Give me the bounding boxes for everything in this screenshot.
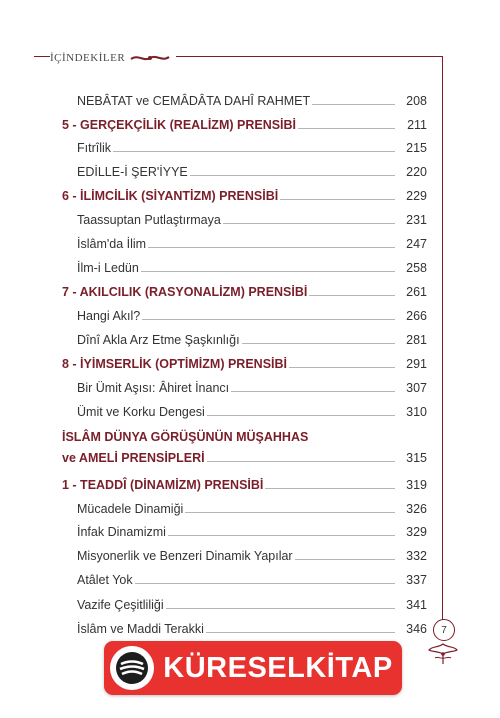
dot-leader (295, 559, 395, 560)
dot-leader (135, 583, 395, 584)
dot-leader (231, 391, 395, 392)
dot-leader (207, 461, 395, 462)
toc-heading-page: 291 (406, 357, 427, 371)
section-page: 315 (406, 451, 427, 465)
toc-entry-title: Atâlet Yok (77, 573, 133, 587)
header-title: İÇİNDEKİLER (50, 52, 126, 64)
header-ornament-icon (130, 53, 170, 63)
dot-leader (312, 104, 395, 105)
page-number-badge (433, 619, 455, 641)
toc-entry-title: EDİLLE-İ ŞER'İYYE (77, 165, 188, 179)
toc-entry[interactable] (62, 594, 427, 612)
toc-entry[interactable] (62, 401, 427, 419)
toc-entry-page: 231 (406, 213, 427, 227)
dot-leader (148, 247, 395, 248)
toc-heading-title: 6 - İLİMCİLİK (SİYANTİZM) PRENSİBİ (62, 189, 279, 203)
toc-entry-page: 346 (406, 622, 427, 636)
toc-section-heading[interactable] (62, 430, 427, 465)
toc-heading-title: 1 - TEADDÎ (DİNAMİZM) PRENSİBİ (62, 478, 264, 492)
toc-heading-page: 229 (406, 189, 427, 203)
dot-leader (223, 223, 395, 224)
page-header (50, 50, 176, 66)
toc-heading-title: 5 - GERÇEKÇİLİK (REALİZM) PRENSİBİ (62, 118, 297, 132)
toc-entry-title: İlm-i Ledün (77, 261, 139, 275)
toc-entry-title: Mücadele Dinamiği (77, 502, 184, 516)
toc-entry-title: Hangi Akıl? (77, 309, 141, 323)
toc-entry-title: İslâm'da İlim (77, 237, 147, 251)
toc-entry-page: 220 (406, 165, 427, 179)
toc-entry-title: İnfak Dinamizmi (77, 525, 166, 539)
toc-entry-title: Ümit ve Korku Dengesi (77, 405, 205, 419)
dot-leader (141, 271, 395, 272)
flourish-ornament-icon (426, 642, 460, 666)
toc-entry-page: 247 (406, 237, 427, 251)
dot-leader (185, 512, 395, 513)
toc-heading-page: 319 (406, 478, 427, 492)
toc-entry-title: Taassuptan Putlaştırmaya (77, 213, 221, 227)
toc-entry[interactable] (62, 545, 427, 563)
toc-entry-title: Dînî Akla Arz Etme Şaşkınlığı (77, 333, 240, 347)
toc-entry-page: 208 (406, 94, 427, 108)
brand-name: KÜRESELKİTAP (163, 651, 393, 684)
toc-heading[interactable] (62, 474, 427, 492)
toc-heading[interactable] (62, 114, 427, 132)
toc-entry[interactable] (62, 209, 427, 227)
toc-entry[interactable] (62, 305, 427, 323)
toc-entry-page: 258 (406, 261, 427, 275)
toc-entry-page: 326 (406, 502, 427, 516)
toc-entry-title: Fıtrîlik (77, 141, 112, 155)
dot-leader (166, 608, 395, 609)
section-title-line1: İSLÂM DÜNYA GÖRÜŞÜNÜN MÜŞAHHAS (62, 430, 309, 444)
toc-entry[interactable] (62, 161, 427, 179)
section-title-row (62, 447, 427, 465)
section-title-line2: ve AMELİ PRENSİPLERİ (62, 451, 205, 465)
toc-entry-page: 281 (406, 333, 427, 347)
dot-leader (298, 128, 395, 129)
toc-entry-page: 329 (406, 525, 427, 539)
dot-leader (309, 295, 395, 296)
toc-heading-page: 211 (407, 118, 427, 132)
toc-entry-title: NEBÂTAT ve CEMÂDÂTA DAHÎ RAHMET (77, 94, 311, 108)
toc-entry-page: 310 (406, 405, 427, 419)
brand-logo-icon (110, 646, 154, 690)
toc-entry-page: 266 (406, 309, 427, 323)
brand-banner[interactable] (104, 641, 402, 695)
toc-heading-title: 7 - AKILCILIK (RASYONALİZM) PRENSİBİ (62, 285, 308, 299)
dot-leader (207, 415, 395, 416)
toc-entry[interactable] (62, 329, 427, 347)
dot-leader (113, 151, 395, 152)
toc-entry[interactable] (62, 569, 427, 587)
toc-entry[interactable] (62, 257, 427, 275)
toc-entry-page: 215 (406, 141, 427, 155)
dot-leader (190, 175, 395, 176)
toc-entry-page: 307 (406, 381, 427, 395)
toc-entry[interactable] (62, 498, 427, 516)
toc-entry[interactable] (62, 521, 427, 539)
toc-heading-page: 261 (406, 285, 427, 299)
toc-entry-page: 341 (406, 598, 427, 612)
toc-entry-title: İslâm ve Maddi Terakki (77, 622, 204, 636)
toc-entry[interactable] (62, 233, 427, 251)
toc-heading[interactable] (62, 353, 427, 371)
dot-leader (265, 488, 395, 489)
dot-leader (142, 319, 395, 320)
toc-entry-title: Vazife Çeşitliliği (77, 598, 164, 612)
dot-leader (280, 199, 395, 200)
toc-entry-page: 332 (406, 549, 427, 563)
toc-heading-title: 8 - İYİMSERLİK (OPTİMİZM) PRENSİBİ (62, 357, 288, 371)
toc-entry-page: 337 (406, 573, 427, 587)
page-number: 7 (441, 624, 447, 636)
toc-entry[interactable] (62, 618, 427, 636)
dot-leader (206, 632, 395, 633)
dot-leader (168, 535, 395, 536)
toc-heading[interactable] (62, 281, 427, 299)
toc-entry[interactable] (62, 377, 427, 395)
dot-leader (242, 343, 395, 344)
dot-leader (289, 367, 395, 368)
toc-heading[interactable] (62, 185, 427, 203)
toc-entry-title: Misyonerlik ve Benzeri Dinamik Yapılar (77, 549, 293, 563)
toc-entry[interactable] (62, 137, 427, 155)
toc-entry[interactable] (62, 90, 427, 108)
toc-entry-title: Bir Ümit Aşısı: Âhiret İnancı (77, 381, 230, 395)
